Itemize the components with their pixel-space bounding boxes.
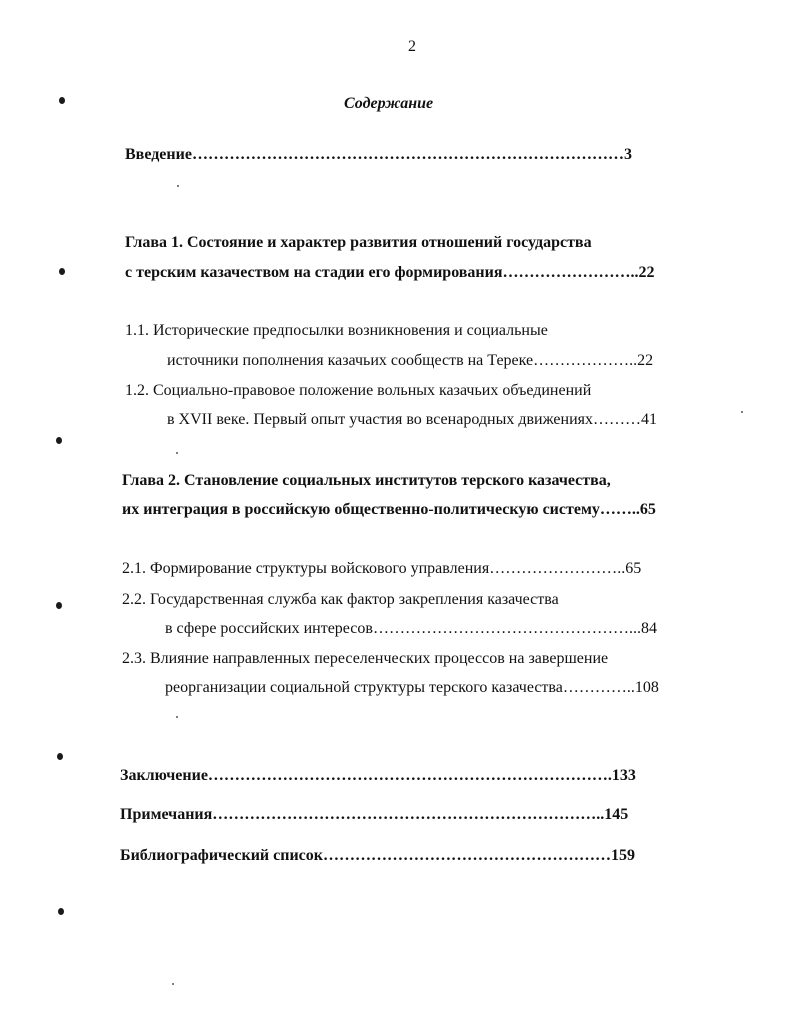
scan-speck [176,716,178,718]
toc-entry-conclusion: Заключение………………………………………………………………….133 [120,767,636,784]
binder-hole-mark [59,97,65,104]
scan-speck [176,452,178,454]
toc-section-2-3-line-2: реорганизации социальной структуры терского казачества…………..108 [165,679,659,696]
toc-chapter-1-line-1: Глава 1. Состояние и характер развития отношений государства [125,234,592,251]
page-title: Содержание [344,95,434,112]
toc-chapter-2-line-2: их интеграция в российскую общественно-политическую систему……..65 [122,501,656,518]
binder-hole-mark [58,908,64,915]
scan-speck [172,983,174,985]
binder-hole-mark [59,268,65,275]
toc-chapter-2-line-1: Глава 2. Становление социальных институтов терского казачества, [122,472,611,489]
binder-hole-mark [56,602,62,609]
toc-section-1-1-line-1: 1.1. Исторические предпосылки возникновения и социальные [125,322,548,339]
scan-speck [741,411,743,413]
toc-entry-introduction: Введение………………………………………………………………………3 [125,146,632,163]
toc-section-2-3-line-1: 2.3. Влияние направленных переселенческих процессов на завершение [122,650,609,667]
binder-hole-mark [56,437,62,444]
binder-hole-mark [57,753,63,760]
toc-entry-notes: Примечания………………………………………………………………..145 [120,806,629,823]
toc-section-2-2-line-1: 2.2. Государственная служба как фактор закрепления казачества [122,591,559,608]
toc-chapter-1-line-2: с терским казачеством на стадии его формирования……………………..22 [125,264,655,281]
toc-section-2-2-line-2: в сфере российских интересов…………………………………………...84 [165,620,657,637]
scan-speck [177,185,179,187]
toc-entry-bibliography: Библиографический список………………………………………………159 [120,847,635,864]
page-number: 2 [408,38,416,55]
toc-section-1-2-line-2: в XVII веке. Первый опыт участия во всенародных движениях………41 [167,411,657,428]
toc-section-1-2-line-1: 1.2. Социально-правовое положение вольных казачьих объединений [125,382,592,399]
toc-section-2-1: 2.1. Формирование структуры войскового управления……………………..65 [122,560,642,577]
toc-section-1-1-line-2: источники пополнения казачьих сообществ на Тереке………………..22 [167,352,654,369]
